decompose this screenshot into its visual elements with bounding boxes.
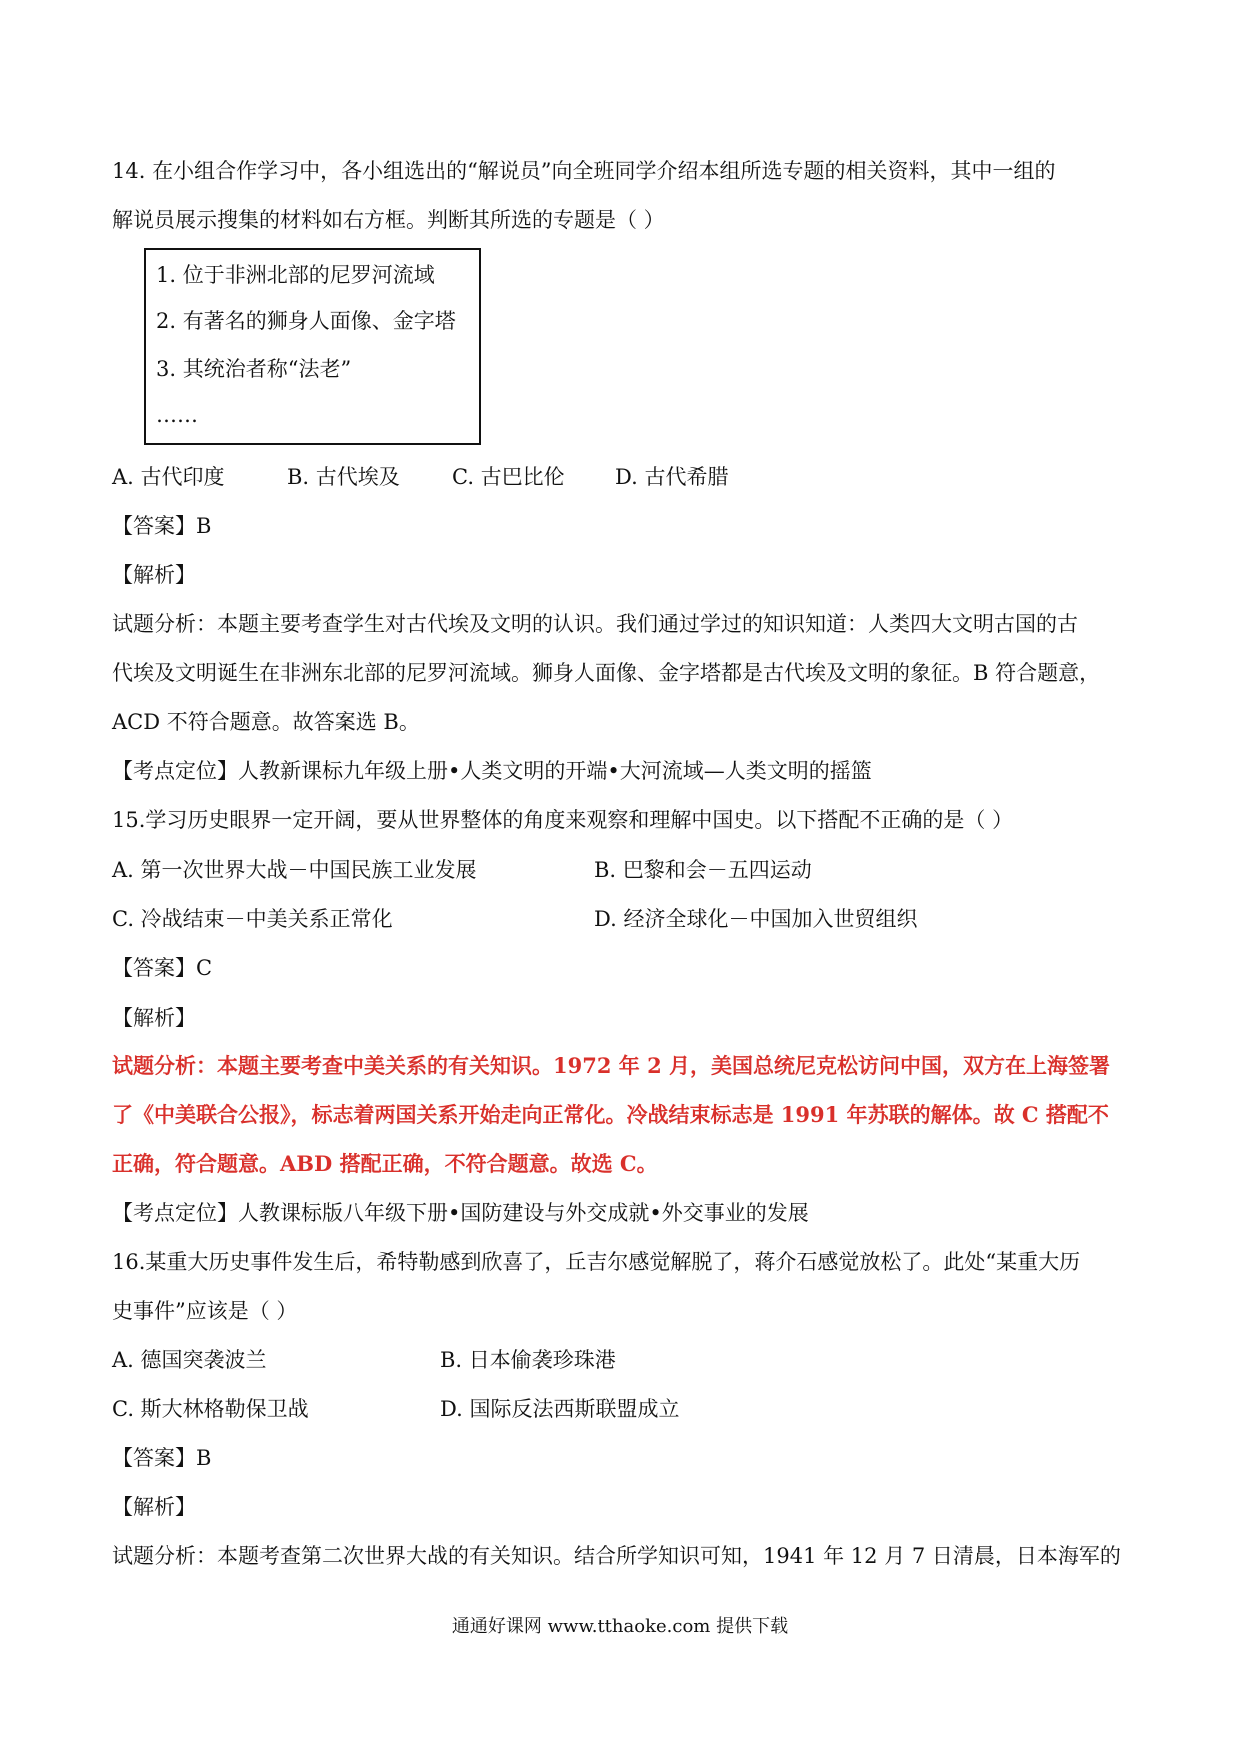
q14-option-b: B. 古代埃及 (287, 465, 400, 489)
q15-option-b: B. 巴黎和会－五四运动 (594, 858, 812, 882)
q14-analysis-title: 【解析】 (112, 563, 196, 587)
q14-analysis-line3: ACD 不符合题意。故答案选 B。 (112, 710, 420, 734)
q16-stem-line1: 16.某重大历史事件发生后，希特勒感到欣喜了，丘吉尔感觉解脱了，蒋介石感觉放松了。此处“某重大历 (112, 1250, 1081, 1274)
q14-option-a: A. 古代印度 (112, 465, 225, 489)
q16-stem-line2: 史事件”应该是（ ） (112, 1299, 298, 1323)
q14-stem-line2: 解说员展示搜集的材料如右方框。判断其所选的专题是（ ） (112, 208, 665, 232)
q16-answer: 【答案】B (112, 1446, 212, 1470)
q14-stem-line1: 14. 在小组合作学习中，各小组选出的“解说员”向全班同学介绍本组所选专题的相关资料，其中一组的 (112, 159, 1056, 183)
q14-box-item-4: …… (156, 403, 198, 427)
q15-option-c: C. 冷战结束－中美关系正常化 (112, 907, 393, 931)
q14-analysis-line1: 试题分析：本题主要考查学生对古代埃及文明的认识。我们通过学过的知识知道：人类四大文明古国的古 (112, 612, 1078, 636)
q14-material-box (144, 248, 481, 445)
q14-box-item-2: 2. 有著名的狮身人面像、金字塔 (156, 309, 456, 333)
q15-option-d: D. 经济全球化－中国加入世贸组织 (594, 907, 918, 931)
q16-analysis-line1: 试题分析：本题考查第二次世界大战的有关知识。结合所学知识可知，1941 年 12 月 7 日清晨，日本海军的 (112, 1544, 1121, 1568)
q14-knowledge-point: 【考点定位】人教新课标九年级上册•人类文明的开端•大河流域—人类文明的摇篮 (112, 759, 872, 783)
q16-option-a: A. 德国突袭波兰 (112, 1348, 267, 1372)
q15-analysis-line3: 正确，符合题意。ABD 搭配正确，不符合题意。故选 C。 (112, 1151, 658, 1176)
q16-option-c: C. 斯大林格勒保卫战 (112, 1397, 309, 1421)
q15-analysis-title: 【解析】 (112, 1006, 196, 1030)
q15-knowledge-point: 【考点定位】人教课标版八年级下册•国防建设与外交成就•外交事业的发展 (112, 1201, 809, 1225)
q15-option-a: A. 第一次世界大战－中国民族工业发展 (112, 858, 477, 882)
q14-option-d: D. 古代希腊 (615, 465, 729, 489)
q14-option-c: C. 古巴比伦 (452, 465, 565, 489)
q15-answer: 【答案】C (112, 956, 213, 980)
q15-analysis-line1: 试题分析：本题主要考查中美关系的有关知识。1972 年 2 月，美国总统尼克松访问中国，双方在上海签署 (112, 1053, 1110, 1078)
q15-analysis-line2: 了《中美联合公报》，标志着两国关系开始走向正常化。冷战结束标志是 1991 年苏联的解体。故 C 搭配不 (112, 1102, 1109, 1127)
q14-answer: 【答案】B (112, 514, 212, 538)
q16-analysis-title: 【解析】 (112, 1495, 196, 1519)
q14-analysis-line2: 代埃及文明诞生在非洲东北部的尼罗河流域。狮身人面像、金字塔都是古代埃及文明的象征。B 符合题意， (112, 661, 1101, 685)
q15-stem: 15.学习历史眼界一定开阔，要从世界整体的角度来观察和理解中国史。以下搭配不正确的是（ ） (112, 808, 1014, 832)
q14-box-item-1: 1. 位于非洲北部的尼罗河流域 (156, 263, 435, 287)
q14-box-item-3: 3. 其统治者称“法老” (156, 357, 352, 381)
q16-option-b: B. 日本偷袭珍珠港 (440, 1348, 616, 1372)
page-footer: 通通好课网 www.tthaoke.com 提供下载 (451, 1616, 789, 1637)
q16-option-d: D. 国际反法西斯联盟成立 (440, 1397, 680, 1421)
